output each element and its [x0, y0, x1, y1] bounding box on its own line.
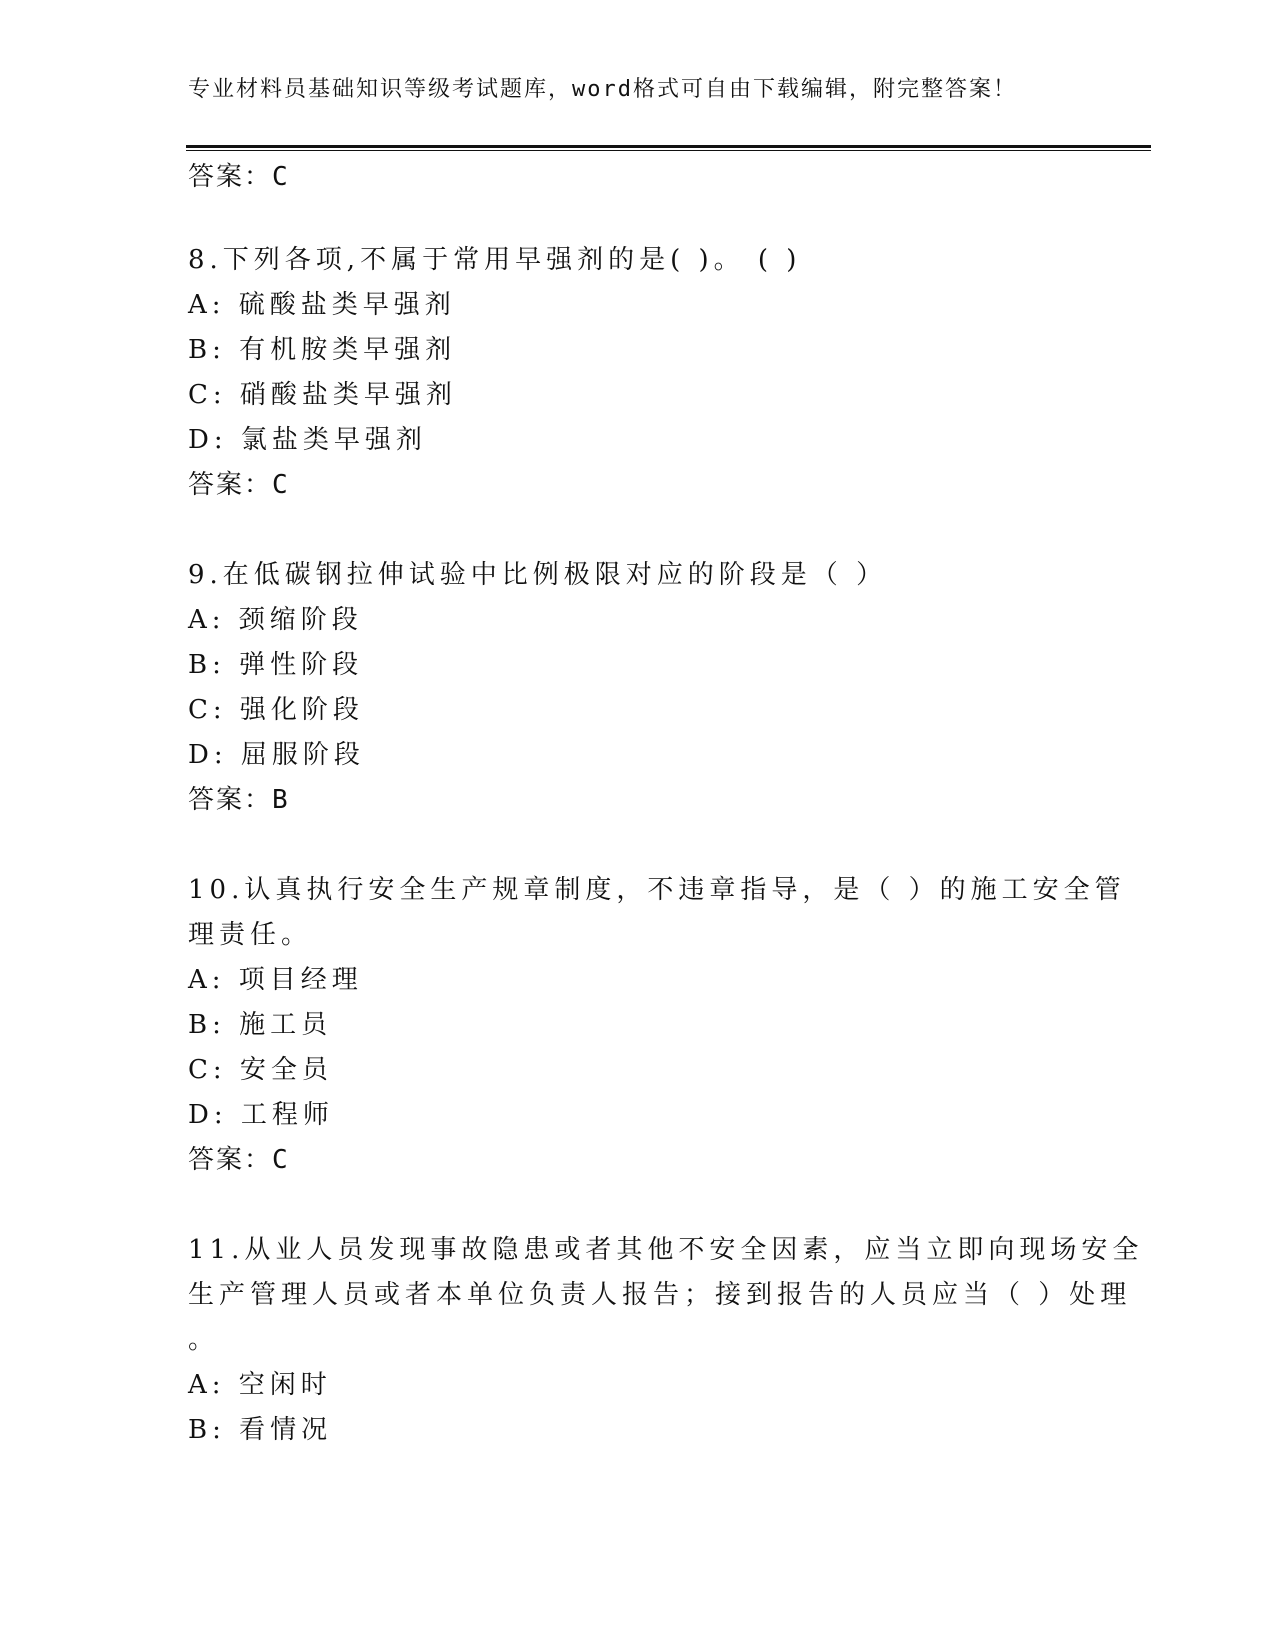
question-9-option-b: B: 弹性阶段 — [188, 650, 364, 680]
question-10-option-d: D: 工程师 — [188, 1100, 334, 1130]
question-11-option-a: A: 空闲时 — [188, 1370, 332, 1400]
question-8: 8.下列各项,不属于常用早强剂的是( )。 ( ) — [188, 245, 802, 275]
question-10-option-a: A: 项目经理 — [188, 965, 363, 995]
question-10-line-2: 理责任。 — [188, 920, 313, 950]
document-header: 专业材料员基础知识等级考试题库，word格式可自由下载编辑，附完整答案！ — [188, 77, 1017, 102]
question-10-line-1: 10.认真执行安全生产规章制度，不违章指导，是（ ）的施工安全管 — [188, 875, 1126, 905]
question-10-answer: 答案：C — [188, 1145, 290, 1175]
line-answer-7: 答案：C — [188, 162, 290, 192]
header-rule-thick — [186, 145, 1151, 148]
question-8-option-a: A: 硫酸盐类早强剂 — [188, 290, 456, 320]
question-9-answer: 答案：B — [188, 785, 290, 815]
header-rule-thin — [186, 150, 1151, 151]
question-9-option-d: D: 屈服阶段 — [188, 740, 365, 770]
question-11-line-3: 。 — [188, 1325, 220, 1355]
question-11-line-2: 生产管理人员或者本单位负责人报告；接到报告的人员应当（ ）处理 — [188, 1280, 1132, 1310]
question-9-option-a: A: 颈缩阶段 — [188, 605, 363, 635]
question-10-option-c: C: 安全员 — [188, 1055, 333, 1085]
question-9-option-c: C: 强化阶段 — [188, 695, 364, 725]
question-10-option-b: B: 施工员 — [188, 1010, 333, 1040]
question-11-line-1: 11.从业人员发现事故隐患或者其他不安全因素，应当立即向现场安全 — [188, 1235, 1144, 1265]
question-8-answer: 答案：C — [188, 470, 290, 500]
question-8-option-d: D: 氯盐类早强剂 — [188, 425, 427, 455]
question-11-option-b: B: 看情况 — [188, 1415, 333, 1445]
question-8-option-b: B: 有机胺类早强剂 — [188, 335, 457, 365]
question-9: 9.在低碳钢拉伸试验中比例极限对应的阶段是（ ） — [188, 560, 888, 590]
question-8-option-c: C: 硝酸盐类早强剂 — [188, 380, 457, 410]
